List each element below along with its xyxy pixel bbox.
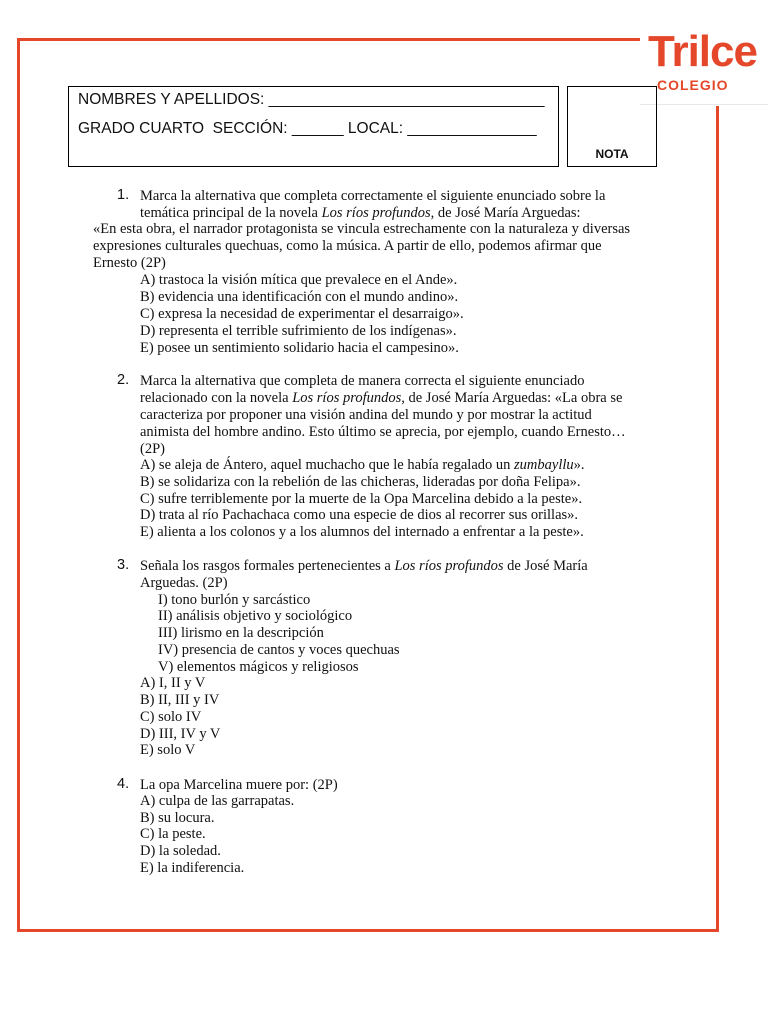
- q1-option[interactable]: D) representa el terrible sufrimiento de los indígenas».: [140, 323, 457, 339]
- q3-item: I) tono burlón y sarcástico: [158, 592, 311, 608]
- q4-option[interactable]: A) culpa de las garrapatas.: [140, 793, 295, 809]
- logo-divider: [640, 104, 768, 105]
- q3-item: IV) presencia de cantos y voces quechuas: [158, 642, 400, 658]
- student-info-box: [68, 86, 559, 167]
- q2-line: (2P): [140, 441, 165, 457]
- q3-item: II) análisis objetivo y sociológico: [158, 608, 353, 624]
- nota-label: NOTA: [595, 147, 629, 161]
- grade-section-field[interactable]: GRADO CUARTO SECCIÓN: ______ LOCAL: _______________: [78, 120, 537, 137]
- q2-option[interactable]: C) sufre terriblemente por la muerte de la Opa Marcelina debido a la peste».: [140, 491, 583, 507]
- q3-option[interactable]: A) I, II y V: [140, 675, 206, 691]
- q4-option[interactable]: D) la soledad.: [140, 843, 221, 859]
- q1-line: «En esta obra, el narrador protagonista se vincula estrechamente con la naturaleza y diversas: [93, 221, 631, 237]
- q2-number: 2.: [117, 372, 130, 388]
- q4-option[interactable]: B) su locura.: [140, 810, 215, 826]
- q1-line: expresiones culturales quechuas, como la música. A partir de ello, podemos afirmar que: [93, 238, 602, 254]
- q3-line: Señala los rasgos formales pertenecientes a Los ríos profundos de José María: [140, 558, 588, 574]
- q2-option[interactable]: B) se solidariza con la rebelión de las chicheras, lideradas por doña Felipa».: [140, 474, 581, 490]
- q4-number: 4.: [117, 776, 130, 792]
- q1-option[interactable]: A) trastoca la visión mítica que prevalece en el Ande».: [140, 272, 458, 288]
- q3-option[interactable]: C) solo IV: [140, 709, 202, 725]
- q1-line: Marca la alternativa que completa correctamente el siguiente enunciado sobre la: [140, 188, 606, 204]
- q3-item: III) lirismo en la descripción: [158, 625, 324, 641]
- trilce-logo: Trilce: [648, 27, 757, 76]
- logo-subtitle: COLEGIO: [657, 77, 729, 93]
- q4-option[interactable]: E) la indiferencia.: [140, 860, 245, 876]
- q2-line: caracteriza por proponer una visión andina del mundo y por mostrar la actitud: [140, 407, 592, 423]
- names-field[interactable]: NOMBRES Y APELLIDOS: ________________________________: [78, 91, 545, 108]
- q1-number: 1.: [117, 187, 130, 203]
- q2-line: relacionado con la novela Los ríos profundos, de José María Arguedas: «La obra se: [140, 390, 623, 406]
- q2-option[interactable]: A) se aleja de Ántero, aquel muchacho que le había regalado un zumbayllu».: [140, 457, 585, 473]
- q3-option[interactable]: D) III, IV y V: [140, 726, 221, 742]
- q3-number: 3.: [117, 557, 130, 573]
- q4-line: La opa Marcelina muere por: (2P): [140, 777, 338, 793]
- q1-option[interactable]: B) evidencia una identificación con el mundo andino».: [140, 289, 459, 305]
- q4-option[interactable]: C) la peste.: [140, 826, 206, 842]
- q3-option[interactable]: B) II, III y IV: [140, 692, 220, 708]
- q2-option[interactable]: D) trata al río Pachachaca como una especie de dios al recorrer sus orillas».: [140, 507, 579, 523]
- q3-option[interactable]: E) solo V: [140, 742, 196, 758]
- q1-line: temática principal de la novela Los ríos profundos, de José María Arguedas:: [140, 205, 581, 221]
- q3-item: V) elementos mágicos y religiosos: [158, 659, 359, 675]
- q1-option[interactable]: E) posee un sentimiento solidario hacia el campesino».: [140, 340, 459, 356]
- grade-box: [567, 86, 657, 167]
- q1-option[interactable]: C) expresa la necesidad de experimentar el desarraigo».: [140, 306, 464, 322]
- q3-line: Arguedas. (2P): [140, 575, 228, 591]
- q2-line: Marca la alternativa que completa de manera correcta el siguiente enunciado: [140, 373, 585, 389]
- q1-line: Ernesto (2P): [93, 255, 166, 271]
- q2-option[interactable]: E) alienta a los colonos y a los alumnos del internado a enfrentar a la peste».: [140, 524, 584, 540]
- q2-line: animista del hombre andino. Esto último se aprecia, por ejemplo, cuando Ernesto…: [140, 424, 626, 440]
